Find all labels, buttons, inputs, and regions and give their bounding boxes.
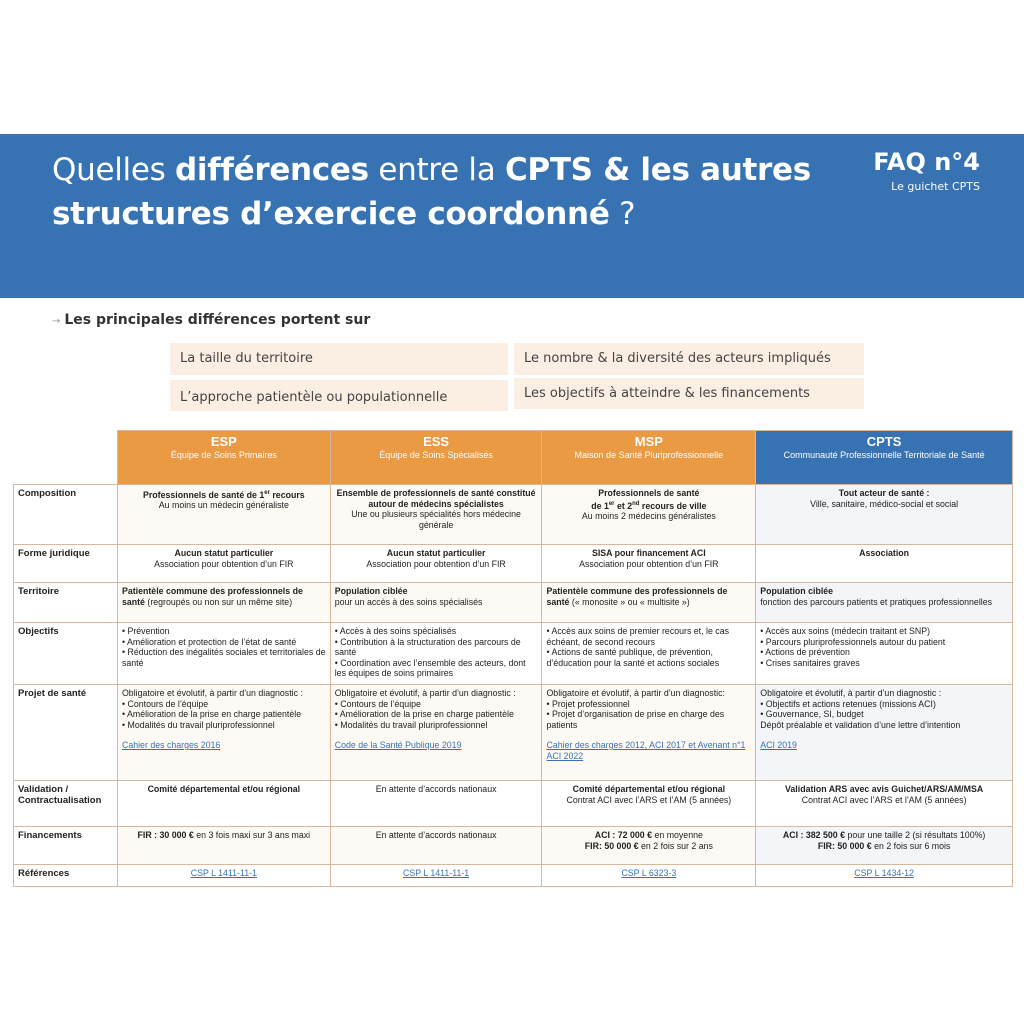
link-csp-l6323-3[interactable]: CSP L 6323-3 <box>621 868 677 878</box>
cell-territoire-ess: Population ciblée pour un accès à des soins spécialisés <box>330 583 542 623</box>
cell-financements-esp: FIR : 30 000 € en 3 fois maxi sur 3 ans maxi <box>117 827 330 865</box>
cell-projet-esp: Obligatoire et évolutif, à partir d’un diagnostic : • Contours de l’équipe • Amélioration de la prise en charge patientèle • Modalités du travail pluriprofessionnel Cahier des charges 2016 <box>117 685 330 781</box>
table-row-projet <box>14 685 1013 781</box>
cell-forme-ess: Aucun statut particulier Association pour obtention d’un FIR <box>330 545 542 583</box>
row-label-references: Références <box>14 865 118 887</box>
page-title: Quelles différences entre la CPTS & les autres structures d’exercice coordonné ? <box>52 152 811 232</box>
table-row-validation <box>14 781 1013 827</box>
row-label-composition: Composition <box>14 485 118 545</box>
cell-projet-ess: Obligatoire et évolutif, à partir d’un diagnostic : • Contours de l’équipe • Amélioration de la prise en charge patientèle • Modalités du travail pluriprofessionnel Code de la Santé Publique 2019 <box>330 685 542 781</box>
cell-composition-ess: Ensemble de professionnels de santé constitué autour de médecins spécialistes Une ou plusieurs spécialités hors médecine générale <box>330 485 542 545</box>
cell-financements-msp: ACI : 72 000 € en moyenne FIR: 50 000 € en 2 fois sur 2 ans <box>542 827 756 865</box>
cell-references-esp <box>117 865 330 887</box>
header-banner <box>0 134 1024 298</box>
link-code-sante-publique-2019[interactable]: Code de la Santé Publique 2019 <box>334 740 462 750</box>
cell-objectifs-esp: • Prévention • Amélioration et protection de l’état de santé • Réduction des inégalités sociales et territoriales de santé <box>117 623 330 685</box>
faq-number: FAQ n°4 <box>873 148 980 176</box>
cell-objectifs-msp: • Accès aux soins de premier recours et, le cas échéant, de second recours • Actions de santé publique, de prévention, d’éducation pour la santé et actions sociales <box>542 623 756 685</box>
table-header-row <box>14 431 1013 485</box>
cell-validation-cpts: Validation ARS avec avis Guichet/ARS/AM/MSA Contrat ACI avec l’ARS et l’AM (5 années) <box>756 781 1013 827</box>
row-label-validation: Validation / Contractualisation <box>14 781 118 827</box>
link-cahier-charges-2016[interactable]: Cahier des charges 2016 <box>121 740 221 750</box>
difference-approach: L’approche patientèle ou populationnelle <box>170 380 508 411</box>
cell-territoire-esp: Patientèle commune des professionnels de santé (regroupés ou non sur un même site) <box>117 583 330 623</box>
row-label-projet: Projet de santé <box>14 685 118 781</box>
faq-badge <box>873 148 980 193</box>
cell-references-cpts <box>756 865 1013 887</box>
table-row-objectifs <box>14 623 1013 685</box>
cell-references-ess <box>330 865 542 887</box>
cell-forme-msp: SISA pour financement ACI Association pour obtention d’un FIR <box>542 545 756 583</box>
arrow-icon: → <box>52 316 61 327</box>
intro-text: Les principales différences portent sur <box>64 312 371 328</box>
cell-projet-msp: Obligatoire et évolutif, à partir d’un diagnostic: • Projet professionnel • Projet d’organisation de prise en charge des patients Cahier des charges 2012, ACI 2017 et Avenant n°1 ACI 2022 <box>542 685 756 781</box>
faq-subtitle: Le guichet CPTS <box>891 180 980 193</box>
cell-forme-esp: Aucun statut particulier Association pour obtention d’un FIR <box>117 545 330 583</box>
link-csp-l1411-11-1-esp[interactable]: CSP L 1411-11-1 <box>190 868 257 878</box>
table-row-references <box>14 865 1013 887</box>
comparison-table <box>13 430 1013 887</box>
cell-composition-cpts: Tout acteur de santé : Ville, sanitaire, médico-social et social <box>756 485 1013 545</box>
row-label-forme: Forme juridique <box>14 545 118 583</box>
cell-financements-cpts: ACI : 382 500 € pour une taille 2 (si résultats 100%) FIR: 50 000 € en 2 fois sur 6 mois <box>756 827 1013 865</box>
cell-objectifs-ess: • Accès à des soins spécialisés • Contribution à la structuration des parcours de santé • Coordination avec l’ensemble des acteurs, dont les équipes de soins primaires <box>330 623 542 685</box>
difference-objectives: Les objectifs à atteindre & les financements <box>514 378 864 409</box>
cell-objectifs-cpts: • Accès aux soins (médecin traitant et SNP) • Parcours pluriprofessionnels autour du patient • Actions de prévention • Crises sanitaires graves <box>756 623 1013 685</box>
difference-territory-size: La taille du territoire <box>170 343 508 375</box>
cell-validation-msp: Comité départemental et/ou régional Contrat ACI avec l’ARS et l’AM (5 années) <box>542 781 756 827</box>
cell-validation-ess: En attente d’accords nationaux <box>330 781 542 827</box>
cell-forme-cpts: Association <box>756 545 1013 583</box>
intro-heading <box>52 312 370 328</box>
cell-projet-cpts: Obligatoire et évolutif, à partir d’un diagnostic : • Objectifs et actions retenues (missions ACI) • Gouvernance, SI, budget Dépôt préalable et validation d’une lettre d’intention ACI 2019 <box>756 685 1013 781</box>
cell-validation-esp: Comité départemental et/ou régional <box>117 781 330 827</box>
difference-actors: Le nombre & la diversité des acteurs impliqués <box>514 343 864 375</box>
cell-references-msp <box>542 865 756 887</box>
row-label-financements: Financements <box>14 827 118 865</box>
row-label-objectifs: Objectifs <box>14 623 118 685</box>
table-row-financements <box>14 827 1013 865</box>
cell-composition-esp: Professionnels de santé de 1er recours Au moins un médecin généraliste <box>117 485 330 545</box>
column-cpts: CPTS Communauté Professionnelle Territoriale de Santé <box>756 431 1013 485</box>
link-cahier-charges-aci-2022[interactable]: Cahier des charges 2012, ACI 2017 et Avenant n°1 ACI 2022 <box>546 740 746 761</box>
row-label-territoire: Territoire <box>14 583 118 623</box>
table-row-territoire <box>14 583 1013 623</box>
link-csp-l1411-11-1-ess[interactable]: CSP L 1411-11-1 <box>403 868 470 878</box>
cell-composition-msp: Professionnels de santé de 1er et 2nd recours de ville Au moins 2 médecins généralistes <box>542 485 756 545</box>
column-esp: ESP Équipe de Soins Primaires <box>117 431 330 485</box>
table-row-forme <box>14 545 1013 583</box>
column-msp: MSP Maison de Santé Pluriprofessionnelle <box>542 431 756 485</box>
link-aci-2019[interactable]: ACI 2019 <box>760 740 797 750</box>
cell-territoire-cpts: Population ciblée fonction des parcours patients et pratiques professionnelles <box>756 583 1013 623</box>
link-csp-l1434-12[interactable]: CSP L 1434-12 <box>854 868 914 878</box>
table-row-composition <box>14 485 1013 545</box>
cell-financements-ess: En attente d’accords nationaux <box>330 827 542 865</box>
table-corner <box>14 431 118 485</box>
column-ess: ESS Équipe de Soins Spécialisés <box>330 431 542 485</box>
cell-territoire-msp: Patientèle commune des professionnels de santé (« monosite » ou « multisite ») <box>542 583 756 623</box>
